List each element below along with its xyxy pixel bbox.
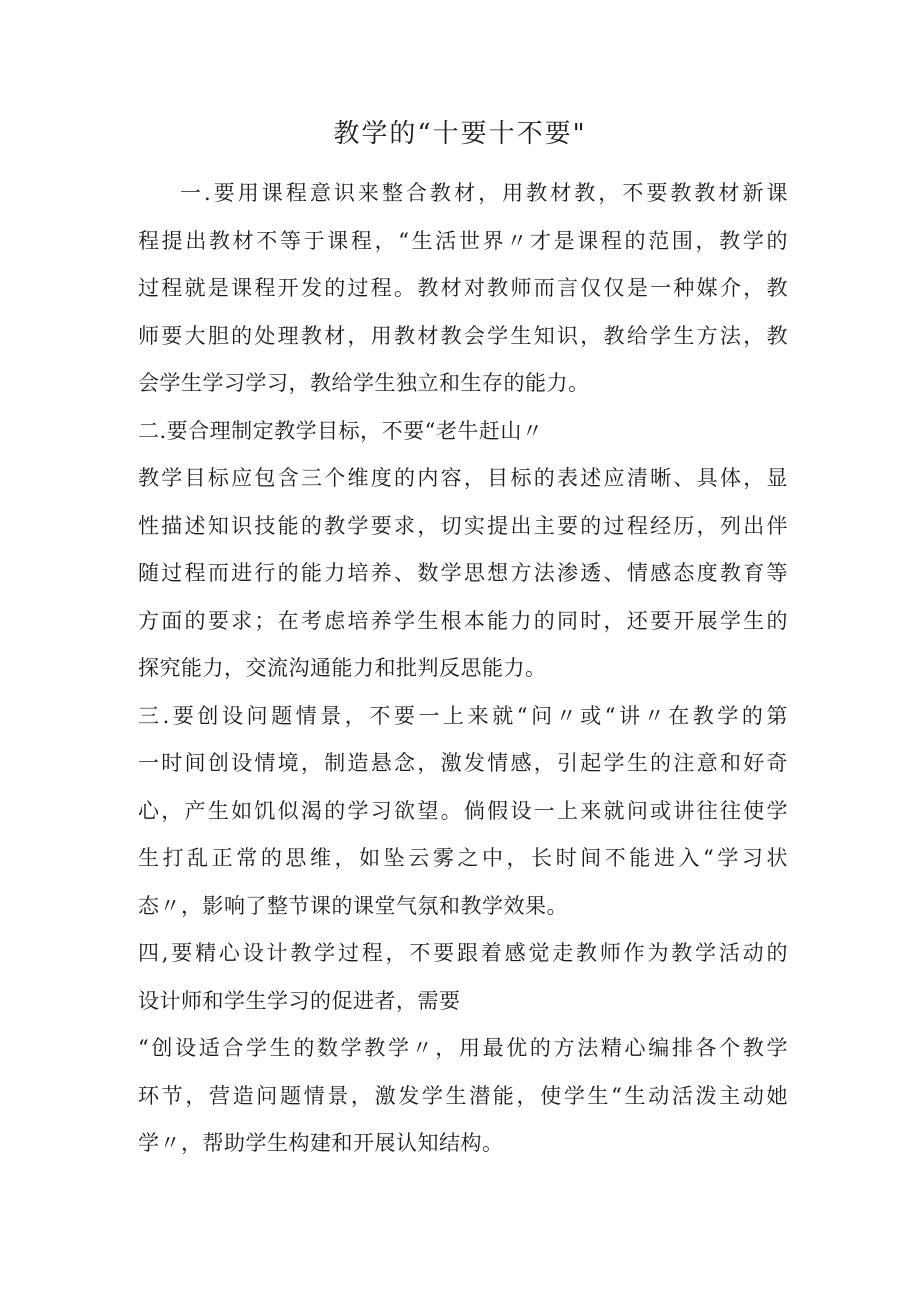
document-title: 教学的“十要十不要" (333, 119, 587, 149)
text-line: 生打乱正常的思维，如坠云雾之中，长时间不能进入“学习状 (138, 846, 788, 870)
text-line: 心，产生如饥似渴的学习欲望。倘假设一上来就问或讲往往使学 (138, 798, 788, 823)
text-line: 方面的要求；在考虑培养学生根本能力的同时，还要开展学生的 (138, 608, 788, 633)
text-line: 一.要用课程意识来整合教材，用教材教，不要教教材新课 (180, 181, 788, 205)
document-body (138, 170, 788, 1168)
text-line: 性描述知识技能的教学要求，切实提出主要的过程经历，列出伴 (138, 513, 788, 538)
text-line: 环节，营造问题情景，激发学生潜能，使学生“生动活泼主动她 (138, 1083, 788, 1108)
section-heading: 三.要创设问题情景，不要一上来就“问〃或“讲〃在教学的第 (138, 703, 788, 728)
text-line: 探究能力，交流沟通能力和批判反思能力。 (138, 656, 547, 680)
text-line: 过程就是课程开发的过程。教材对教师而言仅仅是一种媒介，教 (138, 276, 788, 300)
text-line: “创设适合学生的数学教学〃，用最优的方法精心编排各个教学 (138, 1036, 788, 1060)
text-line: 一时间创设情境，制造悬念，激发情感，引起学生的注意和好奇 (138, 751, 788, 775)
text-line: 教学目标应包含三个维度的内容，目标的表述应清晰、具体，显 (138, 466, 788, 490)
text-line: 随过程而进行的能力培养、数学思想方法渗透、情感态度教育等 (138, 561, 788, 585)
section-heading: 二.要合理制定教学目标，不要“老牛赶山〃 (138, 418, 544, 443)
text-line: 设计师和学生学习的促进者，需要 (138, 988, 461, 1013)
text-line: 师要大胆的处理教材，用教材教会学生知识，教给学生方法，教 (138, 323, 788, 348)
section-heading: 四,要精心设计教学过程，不要跟着感觉走教师作为教学活动的 (138, 941, 788, 965)
text-line: 态〃，影响了整节课的课堂气氛和教学效果。 (138, 893, 568, 918)
text-line: 程提出教材不等于课程，“生活世界〃才是课程的范围，教学的 (138, 228, 788, 253)
text-line: 学〃，帮助学生构建和开展认知结构。 (138, 1131, 504, 1155)
text-line: 会学生学习学习，教给学生独立和生存的能力。 (138, 371, 590, 395)
